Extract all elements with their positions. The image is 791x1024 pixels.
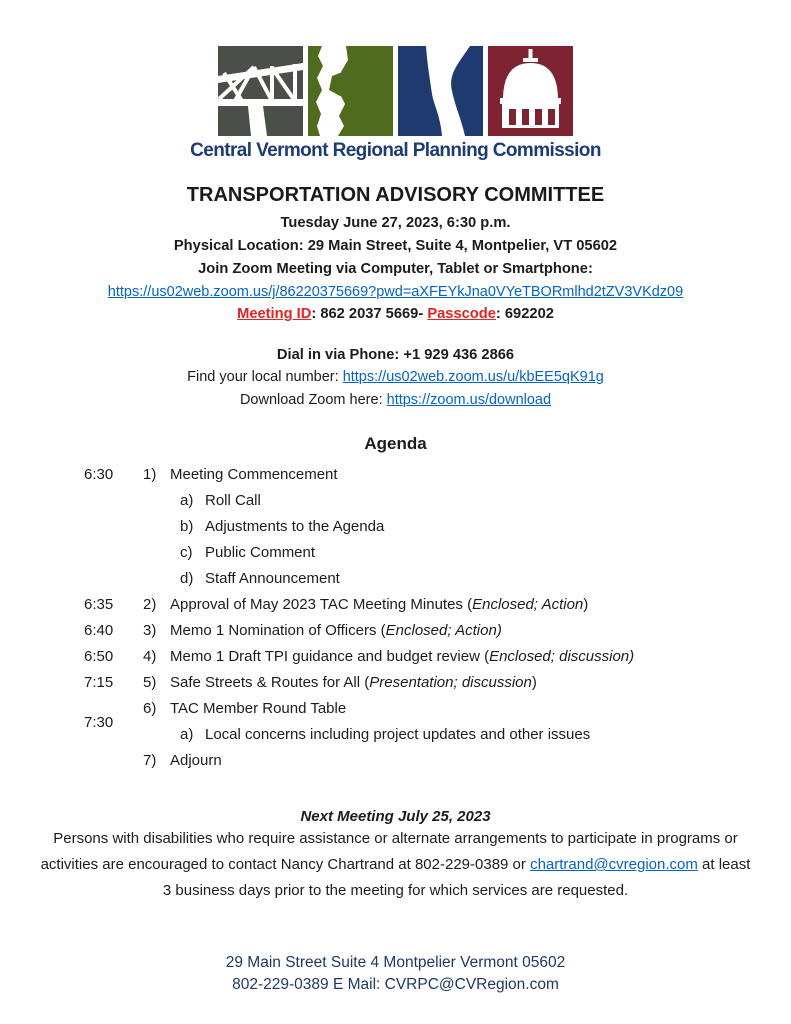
agenda-list — [84, 462, 791, 774]
download-zoom-link[interactable]: https://zoom.us/download — [386, 391, 552, 408]
agenda-item-4 — [84, 644, 791, 670]
agenda-sub-letter: d) — [180, 570, 194, 587]
page-title: TRANSPORTATION ADVISORY COMMITTEE — [186, 184, 605, 206]
bridge-icon — [218, 46, 303, 136]
page-footer — [0, 952, 791, 996]
agenda-number: 2) — [143, 596, 157, 613]
meeting-datetime: Tuesday June 27, 2023, 6:30 p.m. — [280, 215, 511, 231]
road-icon — [398, 46, 483, 136]
agenda-item-1 — [84, 462, 791, 488]
agenda-number: 5) — [143, 674, 157, 691]
agenda-subitem-6a — [143, 722, 791, 748]
agenda-item-6-group — [84, 696, 791, 748]
agenda-time: 6:35 — [84, 596, 114, 613]
meeting-id-label: Meeting ID — [237, 306, 312, 322]
local-number-label: Find your local number: — [187, 369, 343, 385]
capitol-dome-icon — [488, 46, 573, 136]
logo-wordmark: Central Vermont Regional Planning Commission — [190, 140, 601, 161]
agenda-sub-text: Adjustments to the Agenda — [205, 518, 385, 535]
passcode-label: Passcode — [427, 306, 496, 322]
agenda-sub-letter: b) — [180, 518, 194, 535]
agenda-sub-text: Public Comment — [205, 544, 316, 561]
download-zoom-line — [0, 389, 791, 412]
local-number-link[interactable]: https://us02web.zoom.us/u/kbEE5qK91g — [342, 369, 604, 385]
agenda-time: 6:50 — [84, 648, 114, 665]
agenda-subitem-1c — [84, 540, 791, 566]
agenda-sub-letter: a) — [180, 726, 194, 743]
dial-in-line — [0, 344, 791, 366]
dial-in-label: Dial in via Phone: — [276, 347, 404, 363]
agenda-number: 3) — [143, 622, 157, 639]
agenda-heading: Agenda — [364, 434, 427, 453]
agenda-subitem-1b — [84, 514, 791, 540]
local-number-line — [0, 366, 791, 389]
agenda-number: 7) — [143, 752, 157, 769]
agenda-text: TAC Member Round Table — [170, 700, 347, 717]
agenda-subitem-1a — [84, 488, 791, 514]
chartrand-email-link[interactable]: chartrand@cvregion.com — [530, 856, 698, 873]
zoom-link-line — [0, 281, 791, 303]
agenda-subitem-1d — [84, 566, 791, 592]
passcode-value: : 692202 — [495, 306, 554, 322]
agenda-item-5 — [84, 670, 791, 696]
agenda-time: 6:40 — [84, 622, 114, 639]
physical-location: Physical Location: 29 Main Street, Suite 4, Montpelier, VT 05602 — [173, 238, 618, 254]
accessibility-notice: Persons with disabilities who require assistance or alternate arrangements to participate in programs or activities are encouraged to contact Nancy Chartrand at 802-229-0389 or chartrand@cvregion.com at least 3 business days prior to the meeting for which services are requested. — [40, 830, 751, 899]
agenda-text: Adjourn — [170, 752, 222, 769]
agenda-time: 7:15 — [84, 674, 114, 691]
agenda-sub-text: Roll Call — [205, 492, 261, 509]
agenda-text: Meeting Commencement — [170, 466, 338, 483]
agenda-text: Approval of May 2023 TAC Meeting Minutes (Enclosed; Action) — [170, 596, 589, 613]
agenda-number: 1) — [143, 466, 157, 483]
agenda-time: 6:30 — [84, 466, 114, 483]
agenda-item-6 — [143, 696, 791, 722]
footer-contact: 802-229-0389 E Mail: CVRPC@CVRegion.com — [232, 976, 559, 993]
agenda-text: Safe Streets & Routes for All (Presentation; discussion) — [170, 674, 537, 691]
agenda-sub-text: Staff Announcement — [205, 570, 340, 587]
agenda-item-2 — [84, 592, 791, 618]
logo-tiles — [0, 46, 791, 136]
footer-address: 29 Main Street Suite 4 Montpelier Vermont 05602 — [225, 954, 566, 971]
agenda-sub-letter: c) — [180, 544, 193, 561]
agenda-time: 7:30 — [84, 713, 114, 731]
next-meeting-line: Next Meeting July 25, 2023 — [300, 808, 491, 825]
agenda-number: 4) — [143, 648, 157, 665]
agenda-time — [84, 748, 143, 774]
meeting-id-value: : 862 2037 5669- — [311, 306, 428, 322]
agenda-item-7 — [84, 748, 791, 774]
vermont-map-icon — [308, 46, 393, 136]
agenda-sub-letter: a) — [180, 492, 194, 509]
agenda-item-3 — [84, 618, 791, 644]
agenda-text: Memo 1 Nomination of Officers (Enclosed; Action) — [170, 622, 502, 639]
agenda-text: Memo 1 Draft TPI guidance and budget review (Enclosed; discussion) — [170, 648, 635, 665]
download-zoom-label: Download Zoom here: — [239, 391, 387, 408]
join-zoom-label: Join Zoom Meeting via Computer, Tablet or Smartphone: — [198, 261, 593, 277]
zoom-meeting-link[interactable]: https://us02web.zoom.us/j/86220375669?pwd=aXFEYkJna0VYeTBORmlhd2tZV3VKdz09 — [107, 284, 684, 300]
agenda-sub-text: Local concerns including project updates and other issues — [205, 726, 591, 743]
cvrpc-logo — [0, 0, 791, 162]
agenda-number: 6) — [143, 700, 157, 717]
dial-in-number: +1 929 436 2866 — [403, 347, 515, 363]
meeting-id-line — [0, 303, 791, 325]
